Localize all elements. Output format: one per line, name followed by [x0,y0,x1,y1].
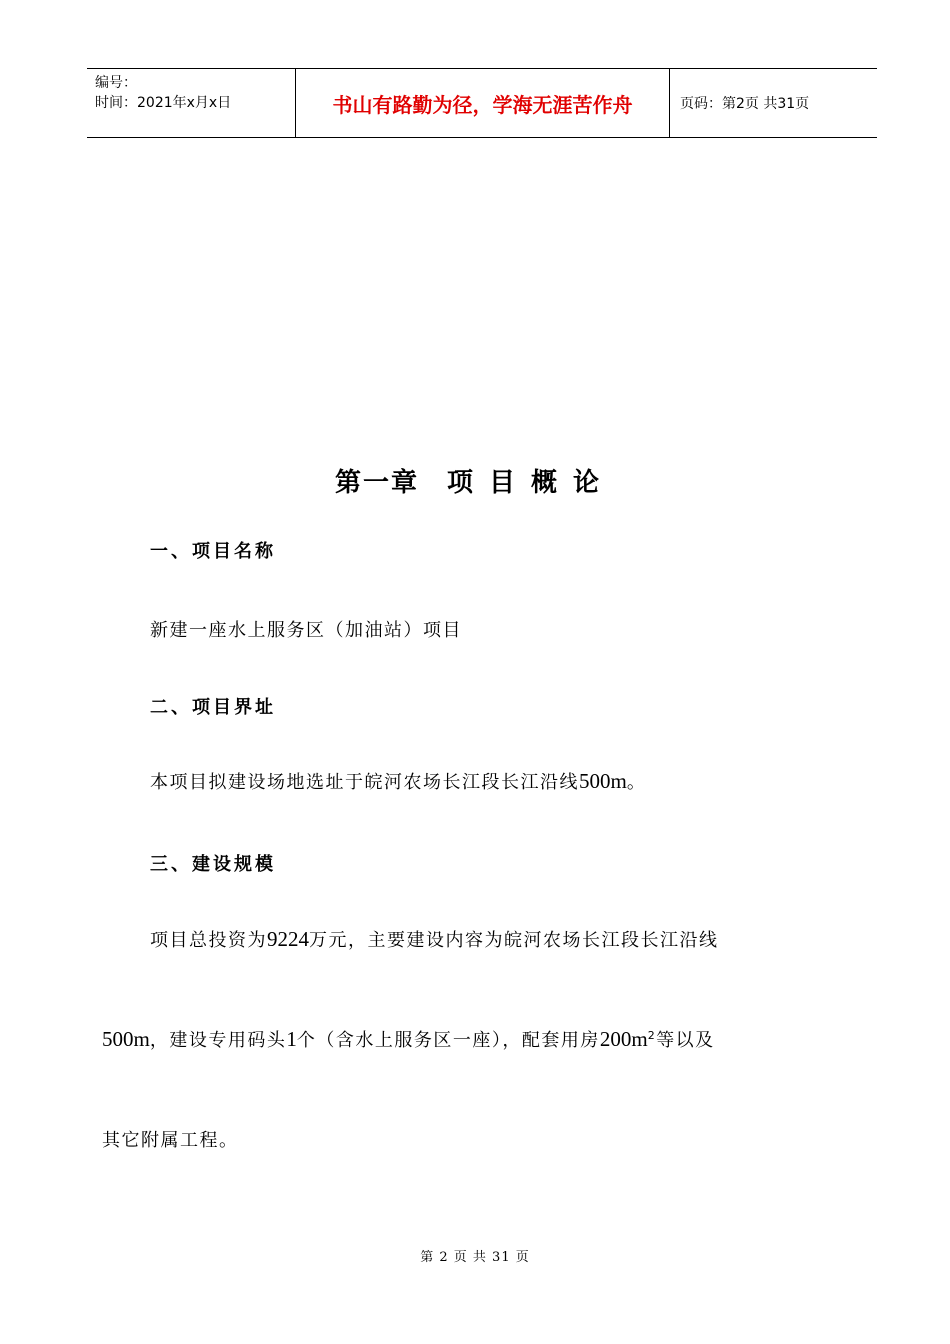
chapter-name: 项目概论 [447,468,616,498]
document-number: 编号： [95,75,137,91]
scale-line-1: 项目总投资为9224万元，主要建设内容为皖河农场长江段长江沿线 [150,927,719,951]
scale-line-2: 500m，建设专用码头1个（含水上服务区一座），配套用房$200m^2$等以及 [102,1027,715,1051]
chapter-title [0,462,950,499]
header-motto: 书山有路勤为径，学海无涯苦作舟 [295,69,670,137]
document-date: 时间：2021年x月x日 [95,95,232,111]
section-heading-site: 二、项目界址 [150,697,276,718]
page-header [87,68,877,138]
header-page-info: 页码：第2页 共31页 [680,96,810,112]
chapter-prefix: 第一章 [334,468,419,498]
scale-line-3: 其它附属工程。 [102,1130,239,1151]
section-body-site: 本项目拟建设场地选址于皖河农场长江段长江沿线500m。 [150,769,647,793]
header-meta [87,69,295,137]
page-footer: 第 2 页 共 31 页 [420,1250,530,1265]
section-heading-scale: 三、建设规模 [150,854,276,875]
section-heading-name: 一、项目名称 [150,541,276,562]
section-body-name: 新建一座水上服务区（加油站）项目 [150,620,462,641]
